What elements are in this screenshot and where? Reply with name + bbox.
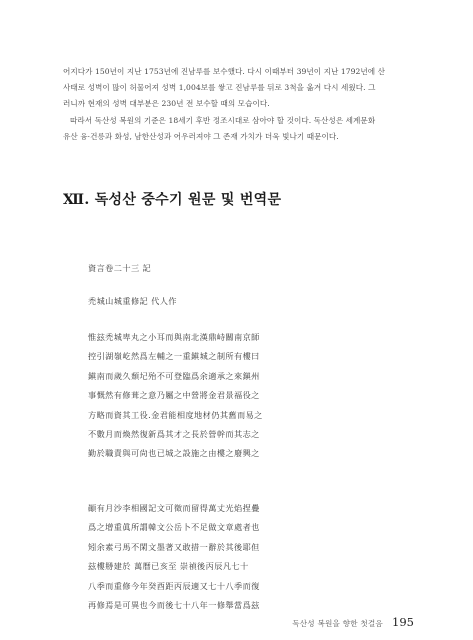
- page-footer: [292, 611, 414, 630]
- source-text: 資言卷二十三 記: [88, 263, 152, 273]
- section-title-text: 독성산 중수기 원문 및 번역문: [94, 192, 282, 208]
- classical-line: 再修焉是可異也今而後七十八年一修舉當爲玆: [88, 600, 260, 611]
- classical-source-line: [88, 259, 408, 278]
- paragraph-line: 유산 융·건릉과 화성, 남한산성과 어우러져야 그 존재 가치가 더욱 빛나기 때문이다.: [63, 132, 339, 142]
- classical-text-block-1: [88, 328, 408, 464]
- subtitle-text: 禿城山城重修記 代人作: [88, 296, 177, 306]
- classical-line: 矧余素弓馬不閑文墨著又敢措一辭於其後耶但: [88, 541, 260, 552]
- classical-line: 顚有月沙李相國記文可徵而留得萬丈光焰捏疊: [88, 503, 260, 513]
- classical-subtitle: [88, 292, 408, 311]
- classical-line: 八季而重修今年癸酉距丙辰適又七十八季而復: [88, 580, 260, 591]
- section-number: Ⅻ.: [63, 192, 90, 208]
- paragraph-line: 사태로 성벽이 많이 허물어져 성벽 1,004보를 쌓고 진남루를 뒤로 3척을 옮겨 다시 세웠다. 그: [63, 83, 376, 93]
- classical-line: 方略而資其工役.金君能相度地材仍其舊而易之: [88, 409, 263, 420]
- classical-line: 鎭南而歲久頹圮殆不可登臨爲余適承之來鎭州: [88, 370, 260, 381]
- classical-line: 事慨然有修葺之意乃屬之中營將金君景福役之: [88, 390, 260, 401]
- paragraph-line: 러니까 현재의 성벽 대부분은 230년 전 보수할 때의 모습이다.: [63, 99, 270, 109]
- body-paragraph-1: [63, 64, 415, 113]
- classical-text-block-2: [88, 499, 408, 615]
- paragraph-line: 어지다가 150년이 지난 1753년에 진남루를 보수했다. 다시 이때부터 39년이 지난 1792년에 산: [63, 67, 385, 76]
- running-title: 독산성 복원을 향한 첫걸음: [292, 619, 383, 628]
- page-number: 195: [392, 615, 414, 629]
- classical-line: 控引湖嶺屹然爲左輔之一重鎭城之制所有樓曰: [88, 351, 260, 362]
- paragraph-line: 따라서 독산성 복원의 기준은 18세기 후반 정조시대로 삼아야 할 것이다. 독산성은 세계문화: [70, 116, 376, 125]
- classical-line: 爲之增重眞所謂韓文公岳卜不足做文章處者也: [88, 522, 260, 533]
- classical-line: 惟玆禿城卑丸之小耳而與南北漢鼎峙關南京師: [88, 332, 260, 342]
- body-paragraph-2: [63, 113, 415, 145]
- classical-line: 不數月而煥然復新爲其才之長於營幹而其志之: [88, 429, 260, 440]
- classical-line: 玆樓刱建於 萬曆已亥至 崇禎後丙辰凡七十: [88, 561, 249, 572]
- classical-line: 勤於職責與可尙也已城之設施之由樓之廢興之: [88, 448, 260, 459]
- section-heading: [63, 189, 281, 209]
